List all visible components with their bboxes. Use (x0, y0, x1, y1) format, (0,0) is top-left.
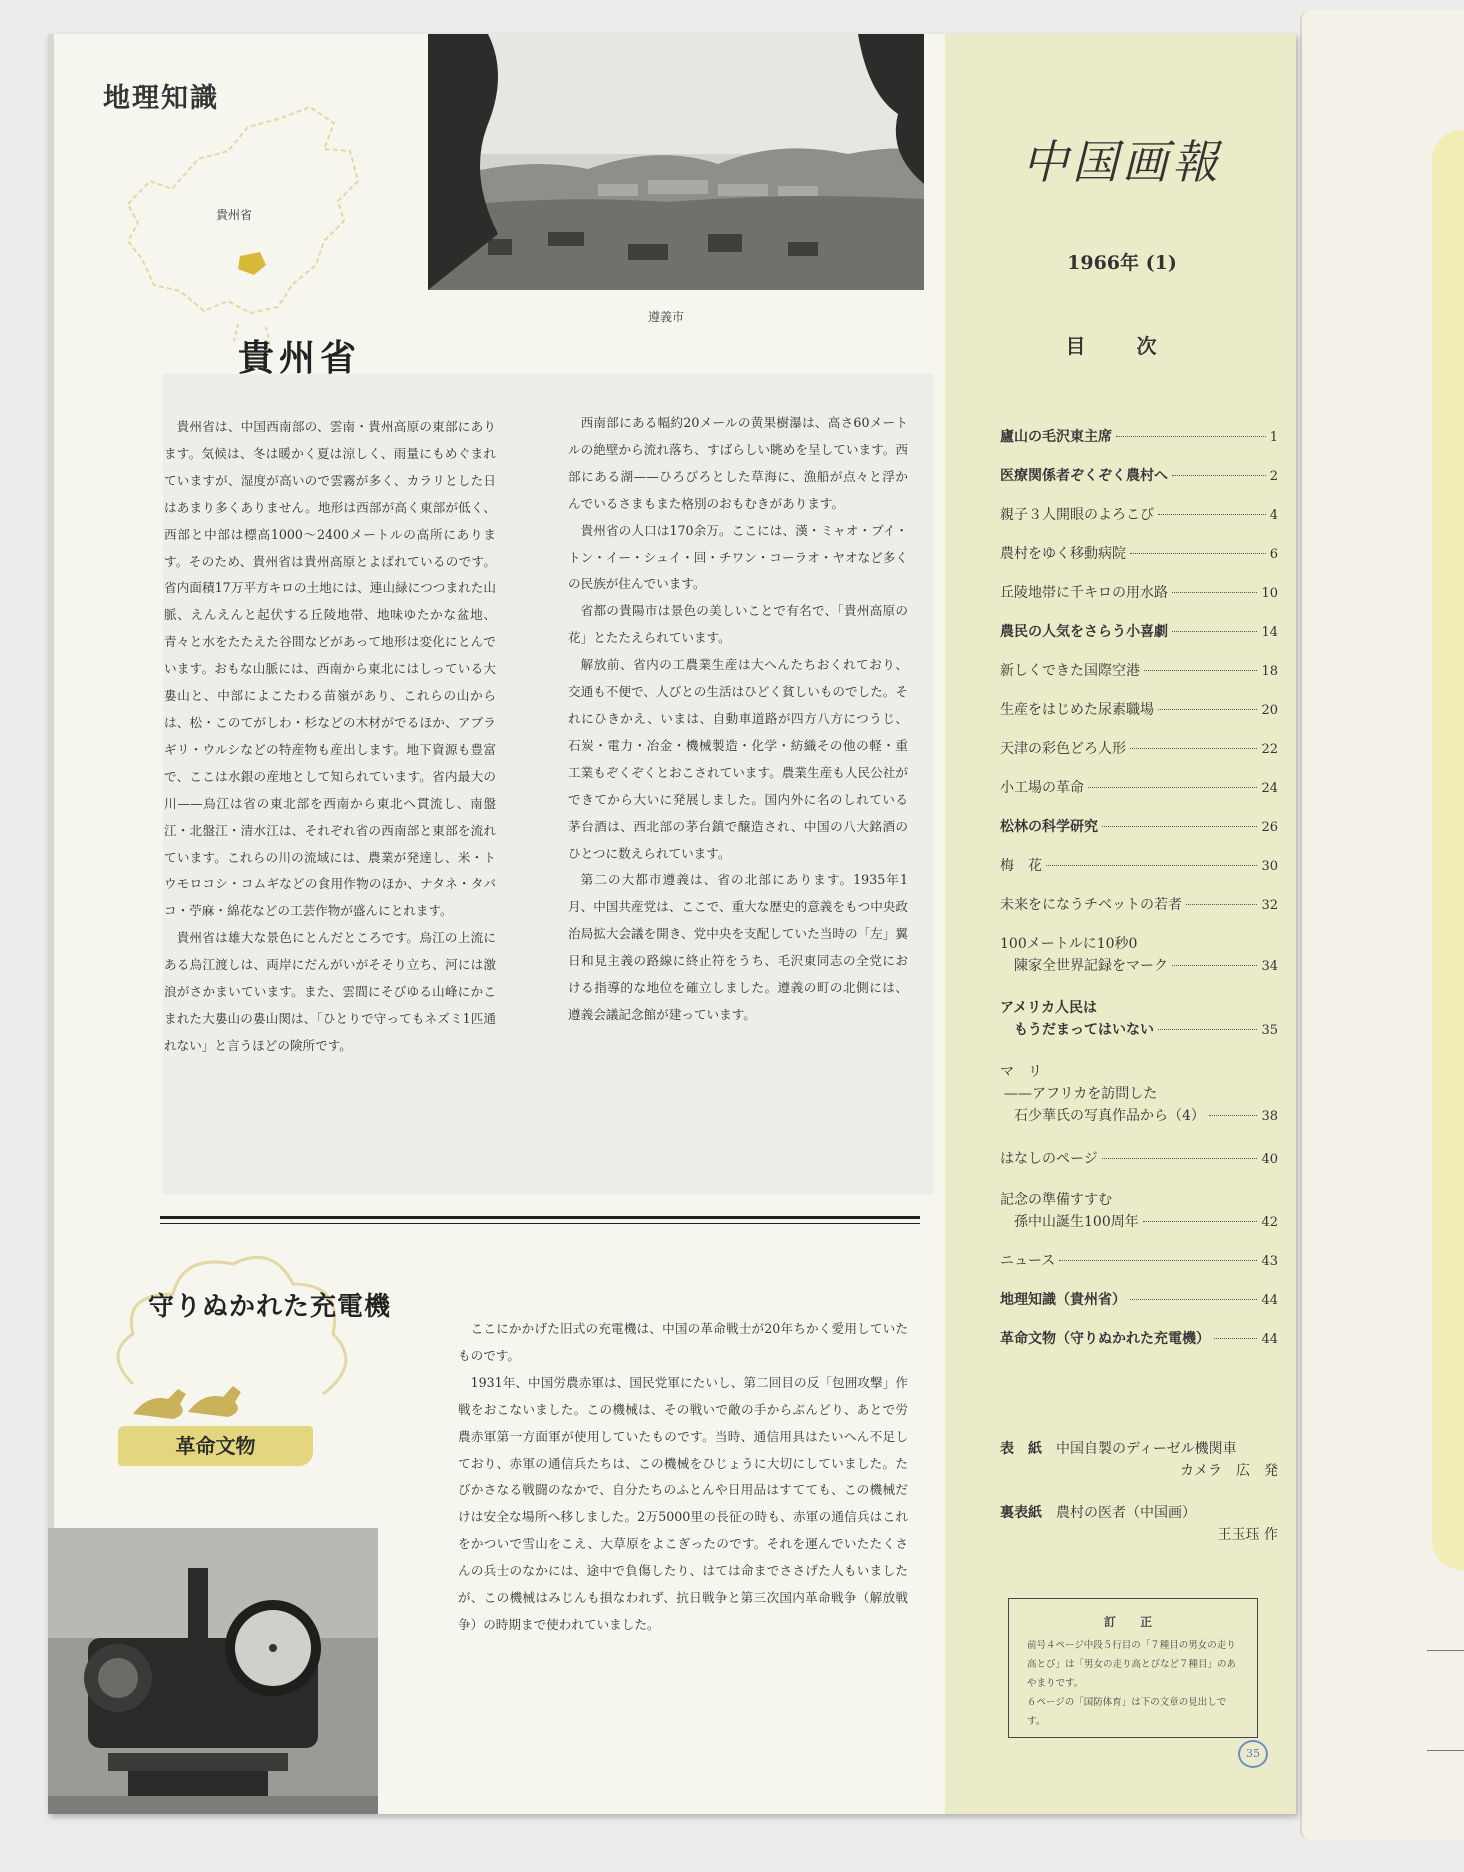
toc-item-line: アメリカ人民は (1000, 1000, 1098, 1016)
toc-item-title: 生産をはじめた尿素職場 (1000, 702, 1154, 718)
toc-item[interactable] (1000, 1328, 1278, 1350)
toc-item-page: 44 (1261, 1293, 1278, 1308)
toc-band (945, 34, 1296, 1814)
toc-item[interactable] (1000, 621, 1278, 643)
toc-item-page: 34 (1261, 959, 1278, 974)
toc-item-page: 10 (1261, 586, 1278, 601)
toc-item-page: 44 (1261, 1332, 1278, 1347)
map-province-label: 貴州省 (216, 208, 253, 222)
erratum-box (1008, 1598, 1258, 1738)
next-page-edge (1300, 10, 1464, 1840)
toc-item-page: 20 (1261, 703, 1278, 718)
toc-item-page: 40 (1261, 1152, 1278, 1167)
relic-text (458, 1316, 908, 1639)
paragraph: 1931年、中国労農赤軍は、国民党軍にたいし、第二回目の反「包囲攻撃」作戦をおこないました。この機械は、その戦いで敵の手からぶんどり、あとで労農赤軍第一方面軍が使用していたものです。当時、通信用具はたいへん不足しており、赤軍の通信兵たちは、この機械をひじょうに大切にしていました。たびかさなる戦闘のなかで、自分たちのふとんや日用品はすてても、この機械だけは安全な場所へ移しました。2万5000里の長征の時も、赤軍の通信兵はこれをかついで雪山をこえ、大草原をよこぎったのです。それを運んでいたたくさんの兵士のなかには、途中で負傷したり、はては命までささげた人もいましたが、この機械はみじんも損なわれず、抗日戦争と第三次国内革命戦争（解放戦争）の時期まで使われていました。 (458, 1374, 909, 1632)
toc-item-line: ——アフリカを訪問した (1004, 1086, 1158, 1102)
toc-item-title: 石少華氏の写真作品から（4） (1014, 1108, 1205, 1124)
toc-item-title: 未来をになうチベットの若者 (1000, 897, 1182, 913)
toc-item[interactable] (1000, 894, 1278, 916)
toc-item-title: 新しくできた国際空港 (1000, 663, 1140, 679)
toc-item-title: ニュース (1000, 1253, 1056, 1269)
toc-item-title: 農民の人気をさらう小喜劇 (1000, 624, 1168, 640)
toc-item-page: 26 (1261, 820, 1278, 835)
geography-label: 地理知識 (103, 83, 219, 114)
erratum-text: 前号４ページ中段５行目の「７種目の男女の走り高とび」は「男女の走り高とびなど７種目」のあやまりです。 ６ページの「国防体育」は下の文章の見出しです。 (1027, 1640, 1237, 1727)
toc-item-title: 陳家全世界記録をマーク (1014, 958, 1168, 974)
next-page-mark (1427, 1650, 1464, 1651)
toc-item-title: 廬山の毛沢東主席 (1000, 429, 1112, 445)
toc-item[interactable] (1000, 504, 1278, 526)
next-page-mark (1427, 1750, 1464, 1751)
toc-heading: 目 次 (1065, 334, 1179, 358)
toc-item[interactable] (1000, 1189, 1278, 1233)
toc-item-page: 38 (1261, 1109, 1278, 1124)
back-cover-description: 農村の医者（中国画） (1056, 1505, 1196, 1521)
cover-credit: カメラ 広 発 (1180, 1463, 1278, 1479)
paragraph: 解放前、省内の工農業生産は大へんたちおくれており、交通も不便で、人びとの生活はひどく貧しいものでした。それにひきかえ、いまは、自動車道路が四方八方につうじ、石炭・電力・冶金・機械製造・化学・紡織その他の軽・重工業もぞくぞくとおこされています。農業生産も人民公社ができてから大いに発展しました。国内外に名のしれている茅台酒は、西北部の茅台鎮で醸造され、中国の八大銘酒のひとつに数えられています。 (568, 657, 909, 861)
toc-item-page: 18 (1261, 664, 1278, 679)
toc-item[interactable] (1000, 660, 1278, 682)
magazine-page (48, 34, 1296, 1814)
section-divider (160, 1216, 920, 1219)
toc-item-line: 100メートルに10秒0 (1000, 936, 1138, 952)
toc-item[interactable] (1000, 997, 1278, 1041)
toc-item-page: 35 (1261, 1023, 1278, 1038)
toc-item[interactable] (1000, 426, 1278, 448)
toc-item-line: 記念の準備すすむ (1000, 1192, 1113, 1208)
issue-number: 1966年 (1) (1067, 252, 1177, 274)
geography-column-1 (164, 414, 496, 1060)
toc-item[interactable] (1000, 1061, 1278, 1127)
toc-item-line: マ リ (1000, 1064, 1042, 1080)
toc-item-page: 22 (1261, 742, 1278, 757)
toc-item-page: 32 (1261, 898, 1278, 913)
paragraph: 貴州省は、中国西南部の、雲南・貴州高原の東部にあります。気候は、冬は暖かく夏は涼しく、雨量にもめぐまれていますが、湿度が高いので雲霧が多く、カラリとした日はあまり多くありません。地形は西部が高く東部が低く、西部と中部は標高1000～2400メートルの高所にあります。そのため、貴州省は貴州高原とよばれているのです。省内面積17万平方キロの土地には、連山緑につつまれた山脈、えんえんと起伏する丘陵地帯、地味ゆたかな盆地、青々と水をたたえた谷間などがあって地形は変化にとんでいます。おもな山脈には、西南から東北にはしっている大婁山と、中部によこたわる苗嶺があり、これらの山からは、松・このてがしわ・杉などの木材がでるほか、アブラギリ・ウルシなどの特産物も産出します。地下資源も豊富で、ここは水銀の産地として知られています。省内最大の川——烏江は省の東北部を西南から東北へ貫流し、南盤江・北盤江・清水江は、それぞれ省の西南部と東部を流れています。これらの川の流域には、農業が発達し、米・トウモロコシ・コムギなどの食用作物のほか、ナタネ・タバコ・苧麻・綿花などの工芸作物が盛んにとれます。 (164, 419, 496, 919)
toc-item-title: 医療関係者ぞくぞく農村へ (1000, 468, 1168, 484)
cover-label: 表 紙 (1000, 1441, 1042, 1457)
toc-item[interactable] (1000, 855, 1278, 877)
toc-item-title: 革命文物（守りぬかれた充電機） (1000, 1331, 1210, 1347)
toc-item[interactable] (1000, 699, 1278, 721)
toc-item[interactable] (1000, 1289, 1278, 1311)
toc-item[interactable] (1000, 1148, 1278, 1170)
paragraph: 貴州省の人口は170余万。ここには、漢・ミャオ・プイ・トン・イー・シュイ・回・チワン・コーラオ・ヤオなど多くの民族が住んでいます。 (568, 522, 908, 592)
paragraph: 省都の貴陽市は景色の美しいことで有名で、「貴州高原の花」とたたえられています。 (568, 603, 908, 646)
photo-caption: 遵義市 (648, 310, 685, 324)
horses-icon (128, 1364, 268, 1424)
relic-title: 守りぬかれた充電機 (148, 1292, 392, 1322)
zunyi-photo (428, 34, 924, 290)
paragraph: 第二の大都市遵義は、省の北部にあります。1935年1月、中国共産党は、ここで、重大な歴史的意義をもつ中央政治局拡大会議を開き、党中央を支配していた当時の「左」翼日和見主義の路線に終止符をうち、毛沢東同志の全党における指導的な地位を確立しました。遵義の町の北側には、遵義会議記念館が建っています。 (568, 872, 909, 1022)
toc-item-title: はなしのページ (1000, 1151, 1098, 1167)
toc-item[interactable] (1000, 543, 1278, 565)
toc-item-title: 孫中山誕生100周年 (1014, 1214, 1139, 1230)
page-stamp: 35 (1238, 1740, 1268, 1768)
toc-item[interactable] (1000, 933, 1278, 977)
toc-item-title: 松林の科学研究 (1000, 819, 1098, 835)
toc-item[interactable] (1000, 582, 1278, 604)
geography-column-2 (568, 410, 908, 1029)
toc-item[interactable] (1000, 1250, 1278, 1272)
article-title: 貴州省 (238, 338, 362, 379)
section-divider (160, 1223, 920, 1224)
toc-item[interactable] (1000, 816, 1278, 838)
back-cover-credit: 王玉珏 作 (1217, 1527, 1278, 1543)
toc-item-page: 43 (1261, 1254, 1278, 1269)
next-page-tab (1432, 130, 1464, 1570)
paragraph: 貴州省は雄大な景色にとんだところです。烏江の上流にある烏江渡しは、両岸にだんがいがそそり立ち、河には激浪がさかまいています。また、雲間にそびゆる山峰にかこまれた大婁山の婁山関は、「ひとりで守ってもネズミ1匹通れない」と言うほどの険所です。 (164, 930, 496, 1053)
toc-item[interactable] (1000, 738, 1278, 760)
back-cover-label: 裏表紙 (1000, 1505, 1042, 1521)
toc-item-page: 6 (1269, 547, 1278, 562)
toc-item[interactable] (1000, 465, 1278, 487)
toc-item-title: 親子３人開眼のよろこび (1000, 507, 1154, 523)
toc-item-title: 地理知識（貴州省） (1000, 1292, 1126, 1308)
toc-item-page: 2 (1269, 469, 1278, 484)
relic-badge (118, 1426, 313, 1466)
toc-item-page: 14 (1261, 625, 1278, 640)
toc-item[interactable] (1000, 777, 1278, 799)
toc-item-title: もうだまってはいない (1014, 1022, 1154, 1038)
relic-badge-label: 革命文物 (175, 1434, 256, 1458)
toc-item-page: 42 (1261, 1215, 1278, 1230)
toc-item-title: 天津の彩色どろ人形 (1000, 741, 1126, 757)
cover-credits (1000, 1438, 1278, 1546)
paragraph: 西南部にある幅約20メールの黄果樹瀑は、高さ60メートルの絶壁から流れ落ち、すばらしい眺めを呈しています。西部にある湖——ひろびろとした草海に、漁船が点々と浮かんでいるさまもまた格別のおもむきがあります。 (568, 415, 908, 511)
toc-item-page: 1 (1269, 430, 1278, 445)
toc-item-page: 4 (1269, 508, 1278, 523)
toc-item-title: 丘陵地帯に千キロの用水路 (1000, 585, 1168, 601)
paragraph: ここにかかげた旧式の充電機は、中国の革命戦士が20年ちかく愛用していたものです。 (458, 1321, 908, 1363)
charger-photo (48, 1528, 378, 1814)
erratum-heading: 訂 正 (1103, 1615, 1163, 1629)
toc-item-title: 小工場の革命 (1000, 780, 1084, 796)
toc-item-page: 30 (1261, 859, 1278, 874)
toc-item-title: 梅 花 (1000, 858, 1042, 874)
magazine-title: 中国画報 (1022, 135, 1222, 189)
toc-item-page: 24 (1261, 781, 1278, 796)
cover-description: 中国自製のディーゼル機関車 (1056, 1441, 1237, 1457)
toc-item-title: 農村をゆく移動病院 (1000, 546, 1126, 562)
